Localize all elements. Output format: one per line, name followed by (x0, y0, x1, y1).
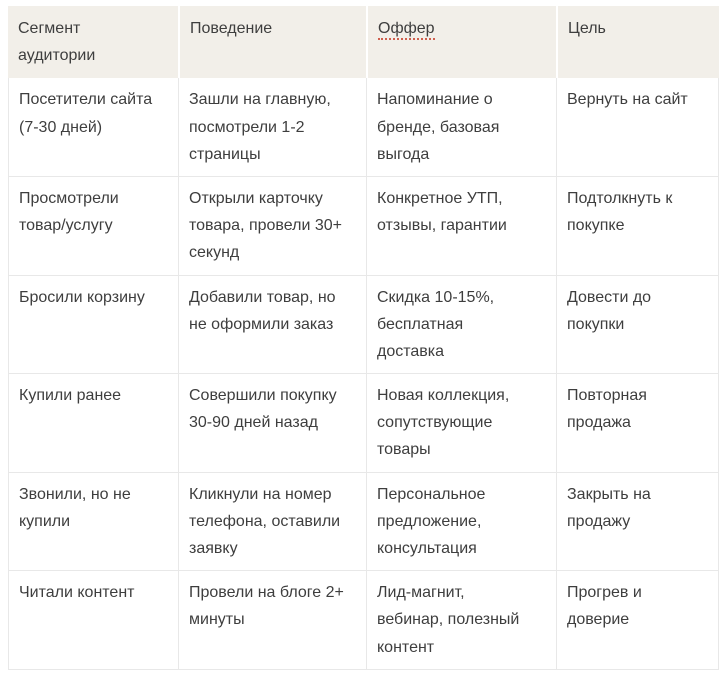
cell-offer: Скидка 10-15%, бесплатная доставка (366, 276, 556, 375)
cell-offer: Персональное предложение, консультация (366, 473, 556, 572)
cell-behavior: Совершили покупку 30-90 дней назад (178, 374, 366, 473)
cell-segment: Звонили, но не купили (8, 473, 178, 572)
cell-goal: Прогрев и доверие (556, 571, 719, 670)
column-header-offer (366, 6, 556, 78)
cell-behavior: Провели на блоге 2+ минуты (178, 571, 366, 670)
header-row (8, 6, 719, 78)
cell-goal: Вернуть на сайт (556, 78, 719, 177)
table-row (8, 473, 719, 572)
cell-segment: Читали контент (8, 571, 178, 670)
table-body (8, 78, 719, 669)
table-header (8, 6, 719, 78)
table-row (8, 374, 719, 473)
cell-behavior: Зашли на главную, посмотрели 1-2 страницы (178, 78, 366, 177)
column-header-label: Цель (568, 20, 606, 37)
cell-behavior: Добавили товар, но не оформили заказ (178, 276, 366, 375)
column-header-goal (556, 6, 719, 78)
cell-segment: Бросили корзину (8, 276, 178, 375)
cell-goal: Довести до покупки (556, 276, 719, 375)
table-row (8, 177, 719, 276)
cell-offer: Новая коллекция, сопутствующие товары (366, 374, 556, 473)
column-header-label: Оффер (378, 20, 435, 40)
cell-segment: Посетители сайта (7-30 дней) (8, 78, 178, 177)
table-row (8, 78, 719, 177)
cell-offer: Напоминание о бренде, базовая выгода (366, 78, 556, 177)
table-row (8, 276, 719, 375)
column-header-label: Поведение (190, 20, 273, 37)
cell-behavior: Кликнули на номер телефона, оставили заявку (178, 473, 366, 572)
cell-offer: Лид-магнит, вебинар, полезный контент (366, 571, 556, 670)
cell-segment: Купили ранее (8, 374, 178, 473)
table-row (8, 571, 719, 670)
column-header-label: Сегмент аудитории (18, 20, 96, 65)
cell-segment: Просмотрели товар/услугу (8, 177, 178, 276)
column-header-segment (8, 6, 178, 78)
cell-offer: Конкретное УТП, отзывы, гарантии (366, 177, 556, 276)
cell-goal: Подтолкнуть к покупке (556, 177, 719, 276)
cell-goal: Повторная продажа (556, 374, 719, 473)
column-header-behavior (178, 6, 366, 78)
cell-behavior: Открыли карточку товара, провели 30+ секунд (178, 177, 366, 276)
retargeting-segments-table (8, 6, 719, 670)
cell-goal: Закрыть на продажу (556, 473, 719, 572)
